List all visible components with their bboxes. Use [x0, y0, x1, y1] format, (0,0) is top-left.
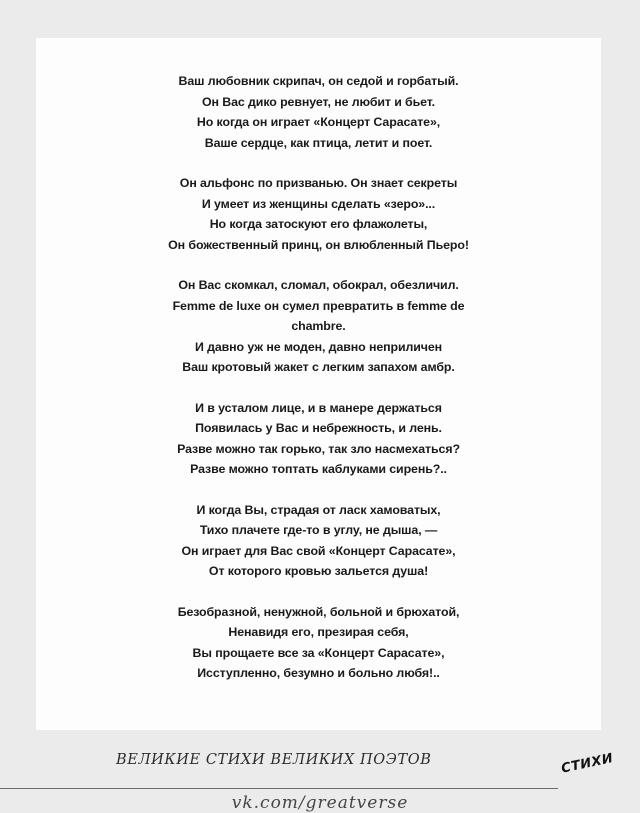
footer-title: ВЕЛИКИЕ СТИХИ ВЕЛИКИХ ПОЭТОВ — [116, 752, 432, 768]
poem-line: Он Вас скомкал, сломал, обокрал, обезличил. — [178, 278, 459, 292]
poem-line: Разве можно топтать каблуками сирень?.. — [190, 462, 447, 476]
poem-stanza — [36, 71, 601, 153]
poem-line: И в усталом лице, и в манере держаться — [195, 400, 442, 415]
poem-line: Ненавидя его, презирая себя, — [228, 625, 409, 639]
poem-line: Он божественный принц, он влюбленный Пьеро! — [168, 237, 469, 252]
poem-line: Исступленно, безумно и больно любя!.. — [197, 666, 440, 680]
logo — [560, 751, 632, 792]
poem-line: Разве можно так горько, так зло насмехаться? — [177, 441, 460, 456]
logo-text: СТИХИ — [560, 751, 615, 777]
poem-text — [36, 71, 601, 704]
poem-stanza — [36, 173, 601, 255]
poem-line: Ваше сердце, как птица, летит и поет. — [204, 135, 433, 150]
poem-line: И умеет из женщины сделать «зеро»... — [201, 196, 436, 211]
poem-line: Вы прощаете все за «Концерт Сарасате», — [192, 645, 445, 660]
poem-line: chambre. — [291, 319, 346, 333]
poem-line: Но когда затоскуют его флажолеты, — [209, 217, 428, 231]
poem-line: Он альфонс по призванью. Он знает секреты — [179, 176, 458, 190]
poem-line: Ваш кротовый жакет с легким запахом амбр. — [182, 360, 455, 374]
footer-url: vk.com/greatverse — [231, 793, 409, 813]
poem-stanza — [36, 398, 601, 480]
poem-line: Безобразной, ненужной, больной и брюхатой, — [177, 604, 460, 619]
poem-stanza — [36, 275, 601, 378]
poem-card — [36, 38, 601, 730]
poem-stanza — [36, 602, 601, 684]
poem-line: Но когда он играет «Концерт Сарасате», — [196, 115, 441, 129]
poem-stanza — [36, 500, 601, 582]
poem-line: От которого кровью зальется душа! — [208, 564, 429, 578]
poem-line: И когда Вы, страдая от ласк хамоватых, — [196, 502, 441, 517]
poem-line: Ваш любовник скрипач, он седой и горбатый. — [178, 74, 459, 88]
poem-line: И давно уж не моден, давно неприличен — [194, 339, 443, 354]
poem-line: Появилась у Вас и небрежность, и лень. — [195, 421, 442, 435]
poem-line: Он играет для Вас свой «Концерт Сарасате», — [181, 543, 456, 558]
poem-line: Femme de luxe он сумел превратить в femme de — [172, 298, 465, 313]
footer-divider — [0, 788, 558, 789]
poem-line: Тихо плачете где-то в углу, не дыша, — — [199, 523, 438, 537]
poem-line: Он Вас дико ревнует, не любит и бьет. — [202, 94, 435, 109]
